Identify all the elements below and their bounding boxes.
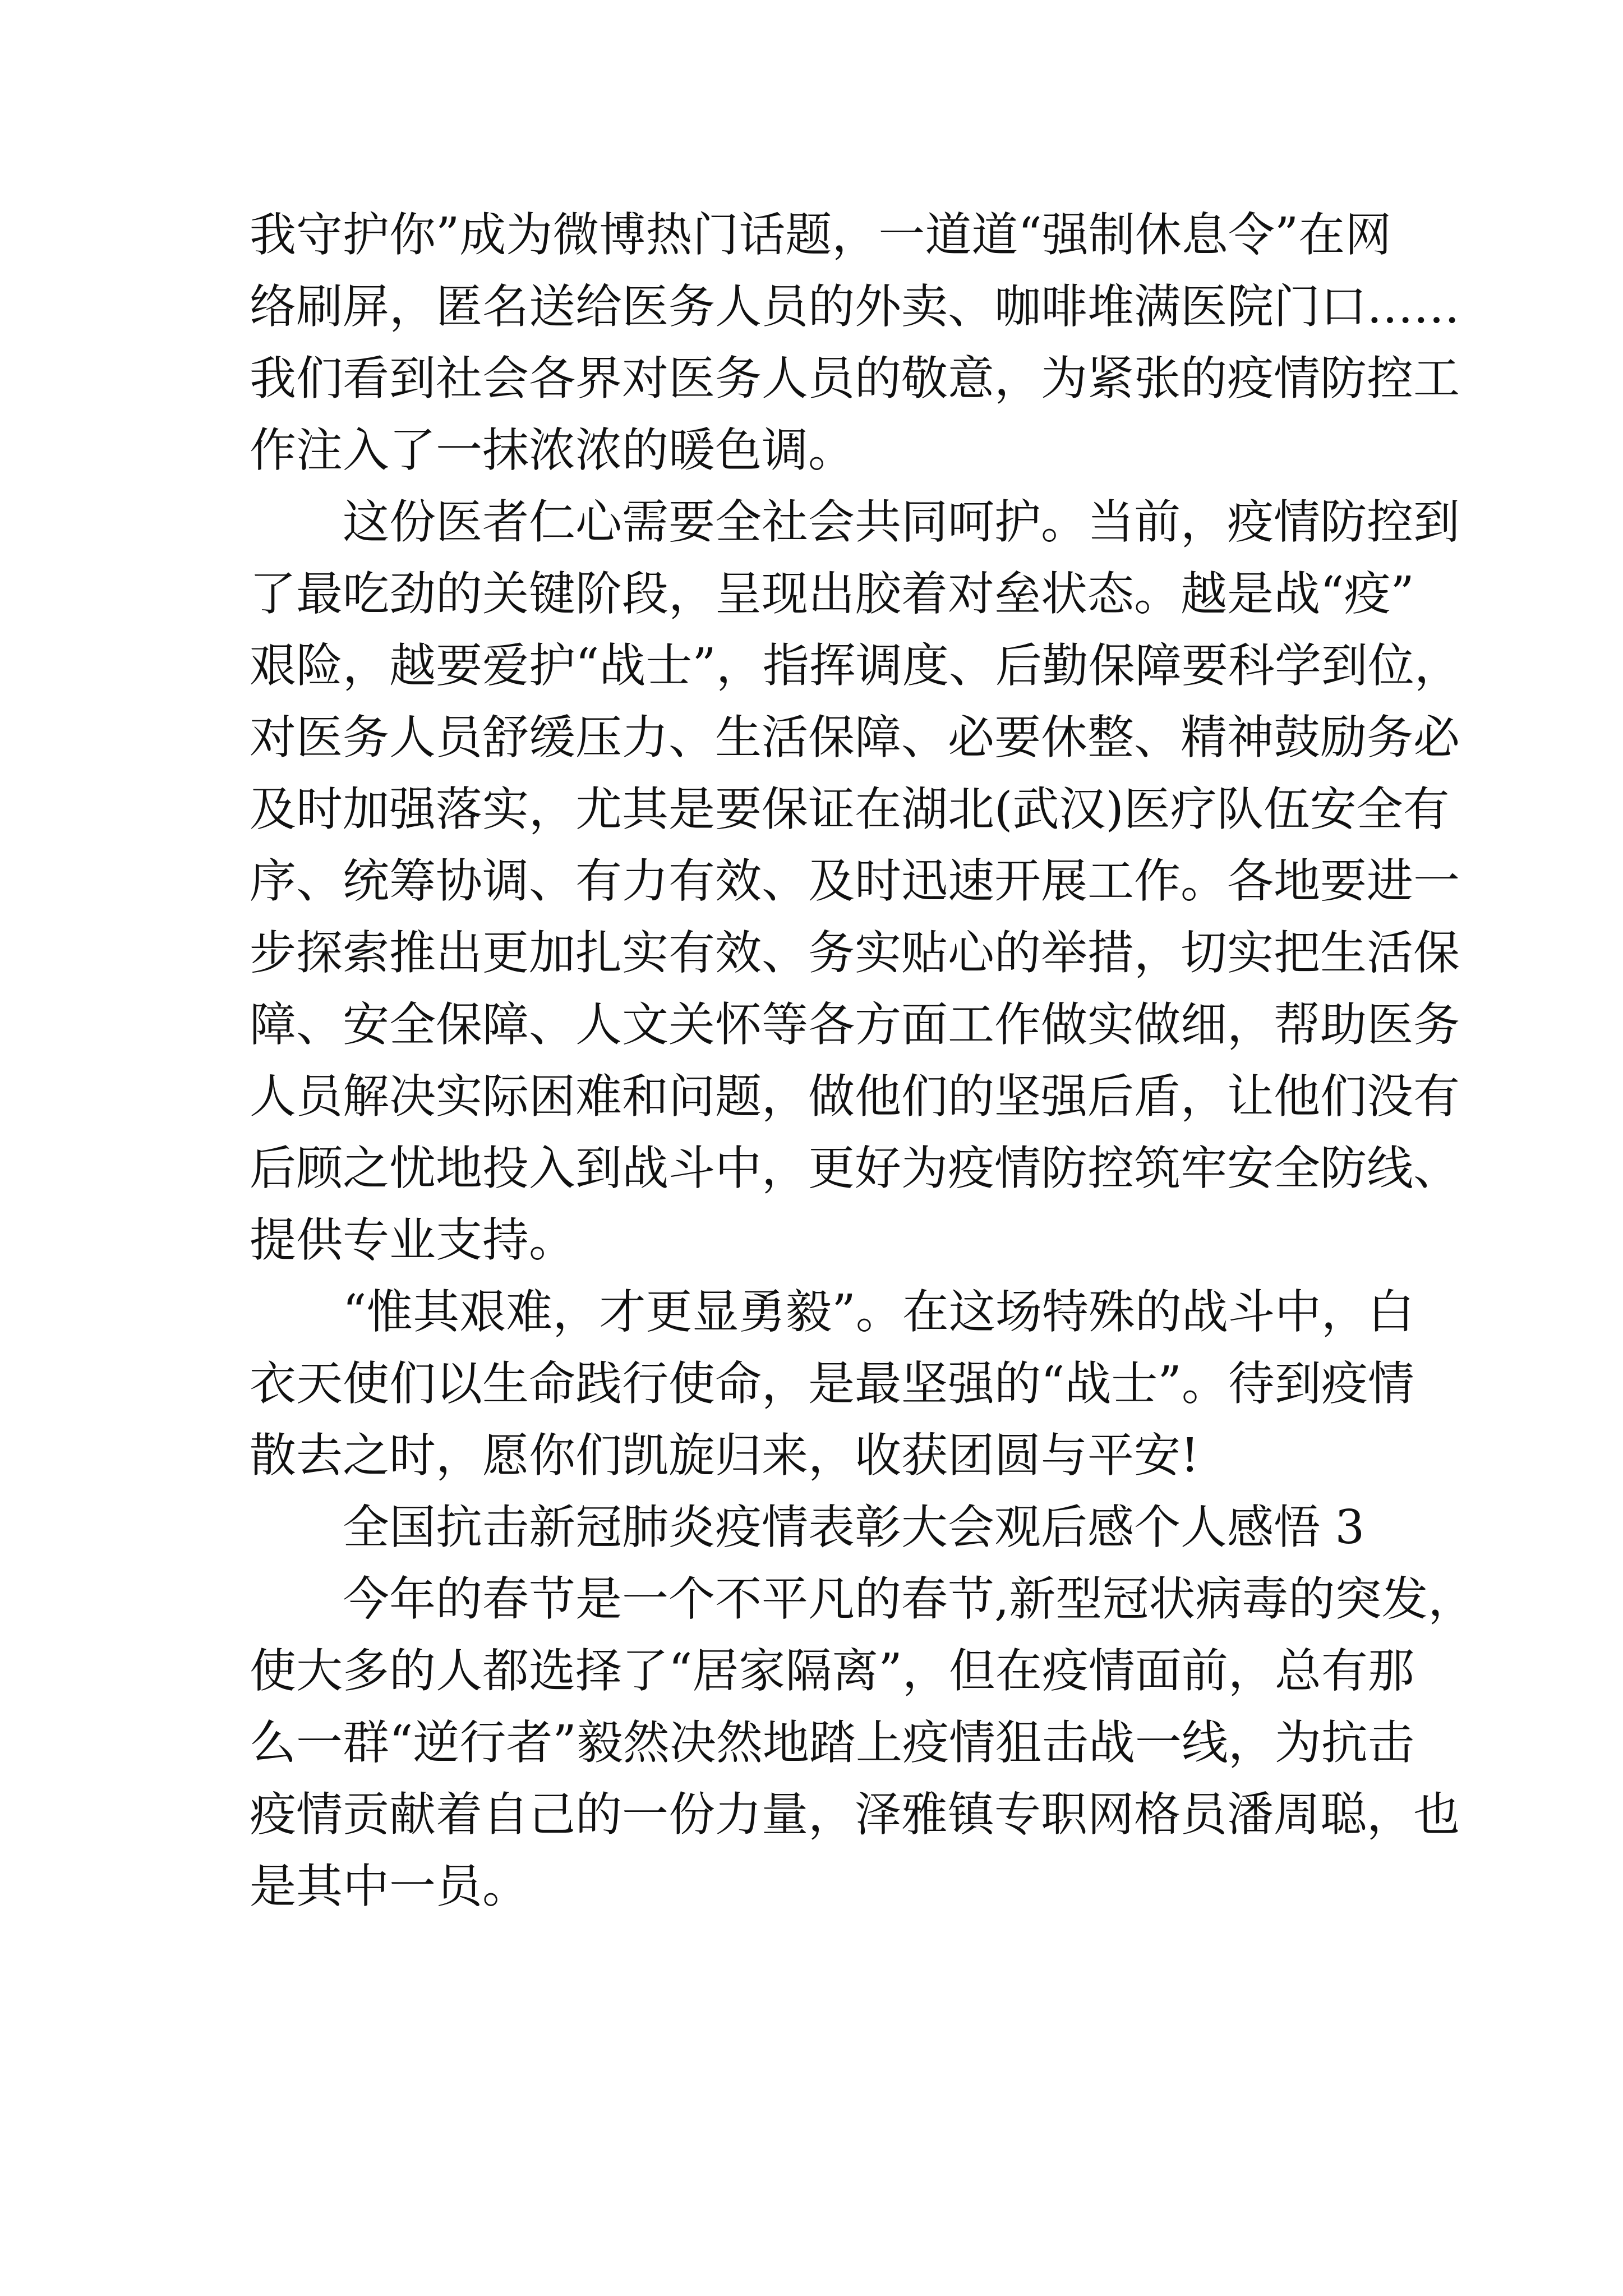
text-line: 提供专业支持。 <box>250 1213 575 1267</box>
paragraph-2 <box>250 486 1461 1276</box>
text-line: 今年的春节是一个不平凡的春节,新型冠状病毒的突发， <box>343 1572 1475 1626</box>
text-line: 后顾之忧地投入到战斗中，更好为疫情防控筑牢安全防线、 <box>250 1141 1460 1195</box>
text-line: 作注入了一抹浓浓的暖色调。 <box>250 423 855 477</box>
text-line: 步探索推出更加扎实有效、务实贴心的举措，切实把生活保 <box>250 926 1460 980</box>
text-line: 是其中一员。 <box>250 1859 529 1913</box>
text-line: 及时加强落实，尤其是要保证在湖北(武汉)医疗队伍安全有 <box>250 782 1450 836</box>
text-line: 衣天使们以生命践行使命，是最坚强的“战士”。待到疫情 <box>250 1356 1414 1411</box>
text-line: “惟其艰难，才更显勇毅”。在这场特殊的战斗中，白 <box>343 1285 1414 1339</box>
text-line: 人员解决实际困难和问题，做他们的坚强后盾，让他们没有 <box>250 1069 1460 1124</box>
text-line: 络刷屏，匿名送给医务人员的外卖、咖啡堆满医院门口…… <box>250 279 1460 334</box>
text-line: 艰险，越要爱护“战士”，指挥调度、后勤保障要科学到位， <box>250 638 1461 693</box>
heading-text: 全国抗击新冠肺炎疫情表彰大会观后感个人感悟 3 <box>343 1500 1365 1554</box>
document-body <box>250 199 1475 1922</box>
text-line: 序、统筹协调、有力有效、及时迅速开展工作。各地要进一 <box>250 854 1460 908</box>
text-line: 我们看到社会各界对医务人员的敬意，为紧张的疫情防控工 <box>250 351 1460 406</box>
text-line: 障、安全保障、人文关怀等各方面工作做实做细，帮助医务 <box>250 997 1460 1052</box>
paragraph-1 <box>250 199 1460 486</box>
text-line: 么一群“逆行者”毅然决然地踏上疫情狙击战一线，为抗击 <box>250 1715 1414 1770</box>
text-line: 这份医者仁心需要全社会共同呵护。当前，疫情防控到 <box>343 495 1460 549</box>
text-line: 疫情贡献着自己的一份力量，泽雅镇专职网格员潘周聪，也 <box>250 1787 1460 1842</box>
text-line: 了最吃劲的关键阶段，呈现出胶着对垒状态。越是战“疫” <box>250 567 1414 621</box>
text-line: 我守护你”成为微博热门话题，一道道“强制休息令”在网 <box>250 208 1392 262</box>
paragraph-3 <box>250 1276 1414 1492</box>
section-heading <box>250 1492 1382 1563</box>
text-line: 散去之时，愿你们凯旋归来，收获团圆与平安! <box>250 1428 1200 1483</box>
paragraph-5 <box>250 1563 1475 1922</box>
text-line: 对医务人员舒缓压力、生活保障、必要休整、精神鼓励务必 <box>250 710 1460 765</box>
text-line: 使大多的人都选择了“居家隔离”，但在疫情面前，总有那 <box>250 1644 1414 1698</box>
